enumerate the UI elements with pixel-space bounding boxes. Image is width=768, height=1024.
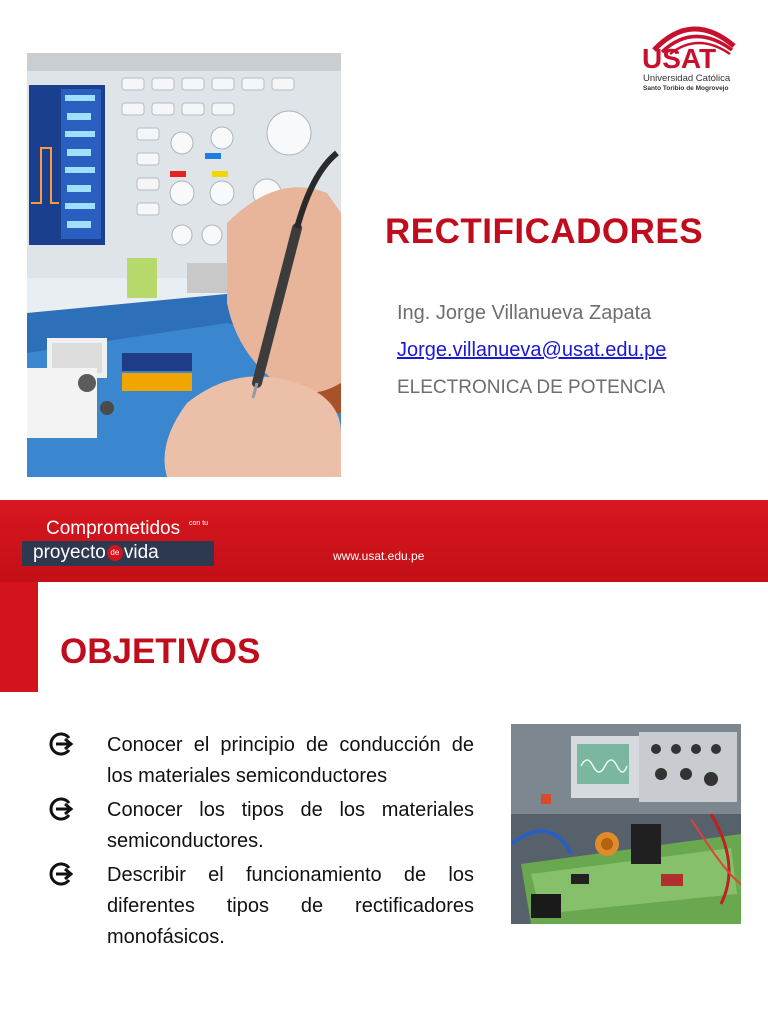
slide-title: RECTIFICADORES xyxy=(385,212,704,251)
course-name: ELECTRONICA DE POTENCIA xyxy=(397,377,666,398)
banner-tagline-line1: Comprometidos xyxy=(46,518,181,539)
objectives-slide xyxy=(0,500,768,1024)
banner-tagline-proyecto: proyecto xyxy=(33,542,106,563)
objective-item xyxy=(48,730,474,792)
banner-de-badge: de xyxy=(107,545,123,561)
brand-banner xyxy=(0,500,768,582)
objective-item xyxy=(48,795,474,857)
objective-text: Describir el funcionamiento de los diferentes tipos de rectificadores monofásicos. xyxy=(107,864,474,948)
usat-logo-name: USAT xyxy=(642,43,717,74)
circle-arrow-right-icon xyxy=(48,797,74,821)
objective-text: Conocer los tipos de los materiales semiconductores. xyxy=(107,799,474,852)
title-slide xyxy=(0,0,768,500)
banner-tagline-line2 xyxy=(33,542,159,564)
oscilloscope-photo-illustration xyxy=(27,53,341,477)
banner-tagline-vida: vida xyxy=(123,542,159,563)
objective-text: Conocer el principio de conducción de los materiales semiconductores xyxy=(107,734,474,787)
circle-arrow-right-icon xyxy=(48,862,74,886)
usat-logo-university: Universidad Católica xyxy=(643,73,731,84)
red-side-accent xyxy=(0,582,38,692)
objective-item xyxy=(48,860,474,953)
usat-logo xyxy=(640,18,740,98)
usat-logo-subtitle: Santo Toribio de Mogrovejo xyxy=(643,85,729,92)
lab-bench-illustration xyxy=(511,724,741,924)
objectives-list xyxy=(48,730,474,956)
circle-arrow-right-icon xyxy=(48,732,74,756)
author-name: Ing. Jorge Villanueva Zapata xyxy=(397,302,652,324)
lab-photo xyxy=(511,724,741,924)
website-link[interactable]: www.usat.edu.pe xyxy=(333,549,425,563)
hero-photo xyxy=(27,53,341,477)
objectives-heading: OBJETIVOS xyxy=(60,632,261,671)
banner-tagline-small: con tu xyxy=(189,520,209,527)
author-email-link[interactable]: Jorge.villanueva@usat.edu.pe xyxy=(397,339,667,361)
